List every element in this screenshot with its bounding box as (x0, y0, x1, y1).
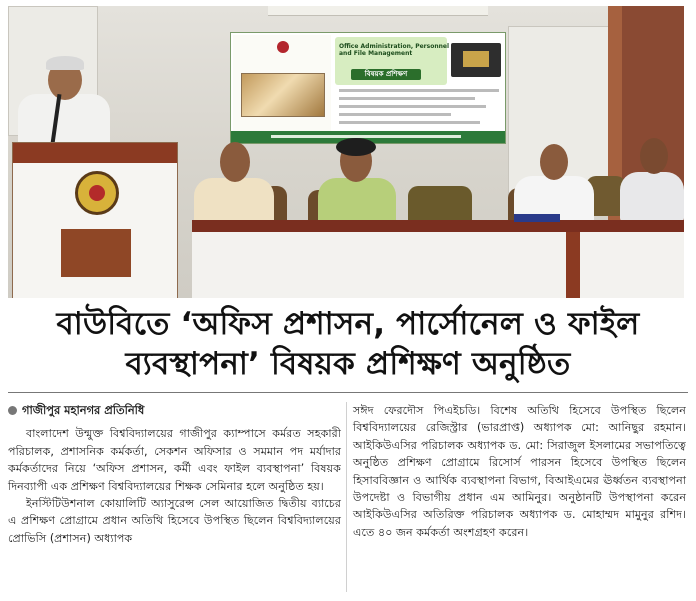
bullet-icon (8, 406, 17, 415)
ceiling-strip (268, 6, 488, 16)
divider-rule (8, 392, 688, 393)
lectern (12, 142, 178, 298)
event-banner (230, 32, 506, 144)
headline-line-2: ব্যবস্থাপনা’ বিষয়ক প্রশিক্ষণ অনুষ্ঠিত (125, 346, 571, 382)
laptop-icon (451, 43, 501, 77)
university-seal-icon (75, 171, 119, 215)
article-paragraph: ইনস্টিটিউশনাল কোয়ালিটি অ্যাসুরেন্স সেল আয়োজিত দ্বিতীয় ব্যাচের এ প্রশিক্ষণ প্রোগ্রামে প্রধান অতিথি হিসেবে উপস্থিত ছিলেন বিশ্ববিদ্যালয়ের প্রোভিসি (প্রশাসন) অধ্যাপক (8, 497, 341, 545)
banner-details (339, 89, 499, 129)
headline (0, 304, 696, 384)
byline-text: গাজীপুর মহানগর প্রতিনিধি (22, 403, 145, 417)
banner-subtitle: বিষয়ক প্রশিক্ষণ (351, 69, 421, 80)
column-divider (346, 402, 347, 592)
headline-line-1: বাউবিতে ‘অফিস প্রশাসন, পার্সোনেল ও ফাইল (56, 306, 640, 342)
name-plate (514, 214, 560, 222)
banner-title: Office Administration, Personnel and File Management (339, 43, 450, 57)
article-paragraph: সঈদ ফেরদৌস পিএইচডি। বিশেষ অতিথি হিসেবে উপস্থিত ছিলেন বিশ্ববিদ্যালয়ের রেজিস্ট্রার (ভারপ্রাপ্ত) অধ্যাপক মো: আনিছুর রহমান। আইকিউএসির পরিচালক অধ্যাপক ড. মো: সিরাজুল ইসলামের সভাপতিত্বে অনুষ্ঠিত প্রশিক্ষণ প্রোগ্রামে রিসোর্স পারসন হিসেবে উপস্থিত ছিলেন হিসাববিজ্ঞান ও আর্থিক ব্যবস্থাপনা বিভাগ, বিআইএমের ঊর্ধ্বতন ব্যবস্থাপনা উপদেষ্টা ও বিভাগীয় প্রধান এম আমিনুর। অনুষ্ঠানটি উপস্থাপনা করেন আইকিউএসির অতিরিক্ত পরিচালক অধ্যাপক ড. মোহাম্মদ মামুনুর রশিদ। এতে ৪০ জন কর্মকর্তা অংশগ্রহণ করেন। (353, 404, 686, 539)
news-photo (8, 6, 684, 298)
chair (408, 186, 472, 222)
byline (8, 402, 341, 419)
university-logo-icon (277, 41, 289, 53)
head-table (192, 220, 684, 298)
banner-image (241, 73, 325, 117)
article-column-right (353, 402, 686, 541)
article-column-left (8, 402, 341, 547)
banner-left-panel (233, 35, 331, 131)
article-paragraph: বাংলাদেশ উন্মুক্ত বিশ্ববিদ্যালয়ের গাজীপুর ক্যাম্পাসে কর্মরত সহকারী পরিচালক, প্রশাসনিক কর্মকর্তা, সেকশন অফিসার ও সমমান পদ মর্যাদার কর্মকর্তাদের নিয়ে ‘অফিস প্রশাসন, কর্মী এবং ফাইল ব্যবস্থাপনা’ বিষয়ক দিনব্যাপী এক প্রশিক্ষণ বিশ্ববিদ্যালয়ের শিক্ষক সেমিনার হলে অনুষ্ঠিত হয়। (8, 427, 341, 493)
